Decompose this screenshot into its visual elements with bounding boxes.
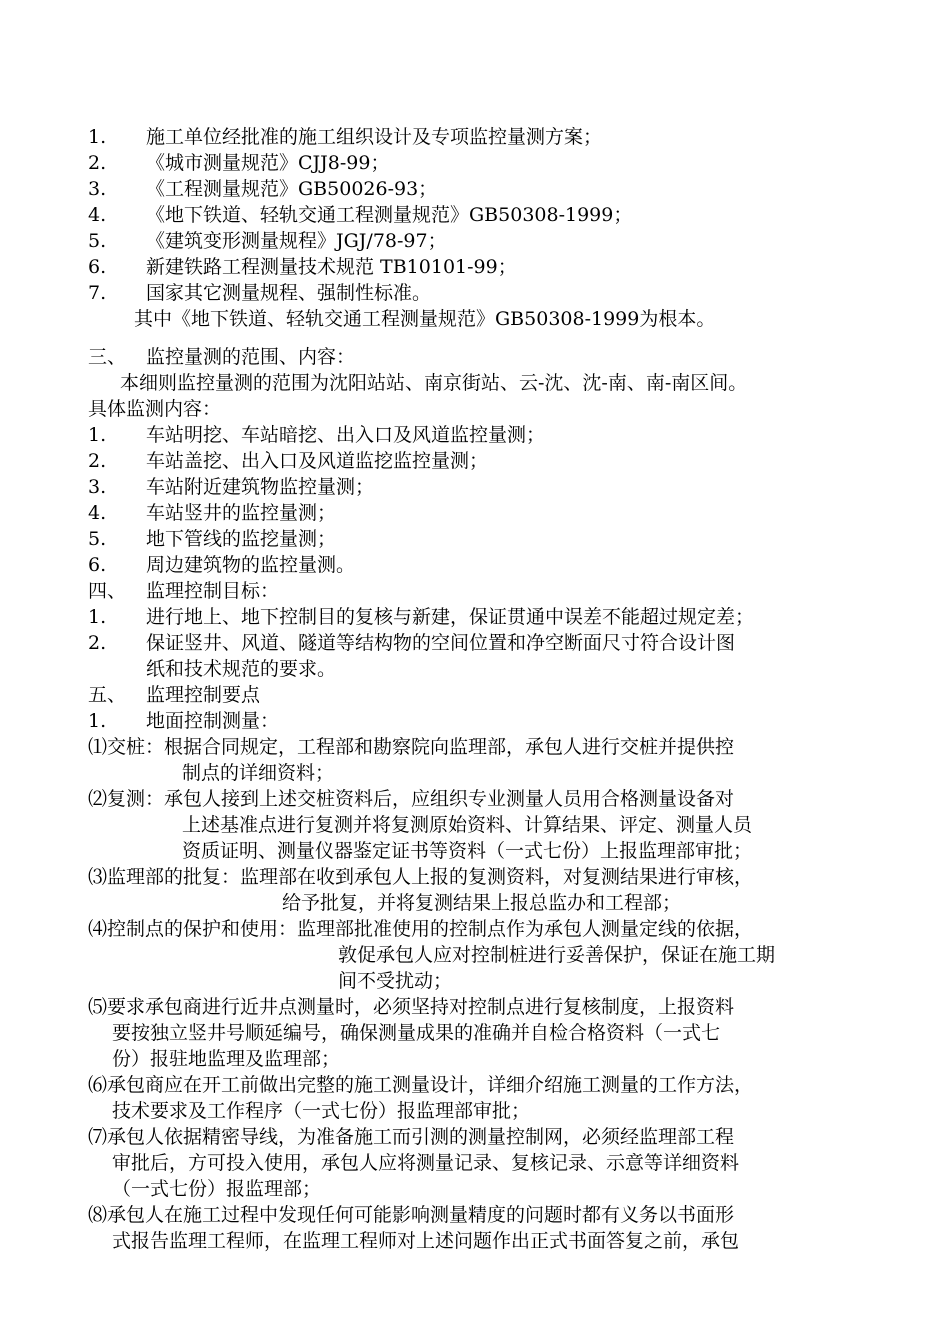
point-text: ⑸要求承包商进行近井点测量时，必须坚持对控制点进行复核制度，上报资料 <box>88 996 735 1018</box>
item-number: 5. <box>88 230 107 252</box>
point-text: 审批后，方可投入使用，承包人应将测量记录、复核记录、示意等详细资料 <box>112 1152 740 1174</box>
point-text: 技术要求及工作程序（一式七份）报监理部审批； <box>112 1100 531 1122</box>
point-7 <box>88 1124 878 1150</box>
item-text: 车站明挖、车站暗挖、出入口及风道监控量测； <box>146 424 546 446</box>
list-item <box>88 448 878 474</box>
point-text: 资质证明、测量仪器鉴定证书等资料（一式七份）上报监理部审批； <box>182 840 753 862</box>
point-5-cont <box>88 1020 878 1046</box>
item-number: 1. <box>88 710 107 732</box>
sub-heading <box>88 708 878 734</box>
point-text: 敦促承包人应对控制桩进行妥善保护，保证在施工期 <box>338 944 776 966</box>
item-number: 2. <box>88 450 107 472</box>
sub-heading-text: 地面控制测量： <box>146 710 280 732</box>
item-text: 车站附近建筑物监控量测； <box>146 476 375 498</box>
item-number: 4. <box>88 502 107 524</box>
point-text: 间不受扰动； <box>338 970 453 992</box>
section-heading <box>88 344 878 370</box>
list-item <box>88 604 878 630</box>
item-number: 1. <box>88 126 107 148</box>
section-title: 监理控制要点 <box>146 684 261 706</box>
point-6 <box>88 1072 878 1098</box>
section-number: 三、 <box>88 346 127 368</box>
point-text: 制点的详细资料； <box>182 762 335 784</box>
point-text: ⑶监理部的批复：监理部在收到承包人上报的复测资料，对复测结果进行审核， <box>88 866 754 888</box>
item-text: 保证竖井、风道、隧道等结构物的空间位置和净空断面尺寸符合设计图 <box>146 632 736 654</box>
point-6-cont <box>88 1098 878 1124</box>
section-number: 五、 <box>88 684 127 706</box>
point-8 <box>88 1202 878 1228</box>
item-number: 1. <box>88 424 107 446</box>
item-text: 国家其它测量规程、强制性标准。 <box>146 282 432 304</box>
item-text: 进行地上、地下控制目的复核与新建，保证贯通中误差不能超过规定差； <box>146 606 755 628</box>
list-item <box>88 630 878 656</box>
section-heading <box>88 578 878 604</box>
point-text: ⑻承包人在施工过程中发现任何可能影响测量精度的问题时都有义务以书面形 <box>88 1204 735 1226</box>
section-title: 监理控制目标： <box>146 580 280 602</box>
list-item-continuation <box>88 656 878 682</box>
point-text: 要按独立竖井号顺延编号，确保测量成果的准确并自检合格资料（一式七 <box>112 1022 721 1044</box>
item-number: 6. <box>88 256 107 278</box>
basis-note <box>88 306 878 332</box>
point-4 <box>88 916 878 942</box>
list-item <box>88 254 878 280</box>
point-text: ⑹承包商应在开工前做出完整的施工测量设计，详细介绍施工测量的工作方法， <box>88 1074 754 1096</box>
point-5 <box>88 994 878 1020</box>
item-number: 2. <box>88 152 107 174</box>
point-2 <box>88 786 878 812</box>
point-2-cont <box>88 838 878 864</box>
item-number: 3. <box>88 178 107 200</box>
list-item <box>88 422 878 448</box>
item-number: 6. <box>88 554 107 576</box>
item-text: 《城市测量规范》CJJ8-99； <box>146 152 390 174</box>
item-text: 施工单位经批准的施工组织设计及专项监控量测方案； <box>146 126 603 148</box>
point-text: ⑷控制点的保护和使用：监理部批准使用的控制点作为承包人测量定线的依据， <box>88 918 754 940</box>
item-number: 4. <box>88 204 107 226</box>
list-item <box>88 150 878 176</box>
point-4-cont <box>88 942 878 968</box>
item-text: 地下管线的监挖量测； <box>146 528 337 550</box>
point-text: （一式七份）报监理部； <box>112 1178 322 1200</box>
item-text: 新建铁路工程测量技术规范 TB10101-99； <box>146 256 517 278</box>
list-item <box>88 202 878 228</box>
item-text: 《工程测量规范》GB50026-93； <box>146 178 438 200</box>
point-7-cont <box>88 1150 878 1176</box>
section-heading <box>88 682 878 708</box>
list-item <box>88 280 878 306</box>
paragraph <box>88 370 878 396</box>
basis-note-text: 其中《地下铁道、轻轨交通工程测量规范》GB50308-1999为根本。 <box>134 308 716 330</box>
item-number: 5. <box>88 528 107 550</box>
point-text: ⑺承包人依据精密导线，为准备施工而引测的测量控制网，必须经监理部工程 <box>88 1126 735 1148</box>
point-text: ⑵复测：承包人接到上述交桩资料后，应组织专业测量人员用合格测量设备对 <box>88 788 735 810</box>
point-1 <box>88 734 878 760</box>
sub-heading-text: 具体监测内容： <box>88 398 222 420</box>
point-5-cont <box>88 1046 878 1072</box>
list-item <box>88 474 878 500</box>
paragraph-text: 本细则监控量测的范围为沈阳站站、南京街站、云-沈、沈-南、南-南区间。 <box>120 372 748 394</box>
document-page <box>88 124 878 1254</box>
point-1-cont <box>88 760 878 786</box>
item-number: 3. <box>88 476 107 498</box>
point-7-cont <box>88 1176 878 1202</box>
point-8-cont <box>88 1228 878 1254</box>
item-number: 7. <box>88 282 107 304</box>
list-item <box>88 526 878 552</box>
section-title: 监控量测的范围、内容： <box>146 346 356 368</box>
point-text: 式报告监理工程师，在监理工程师对上述问题作出正式书面答复之前，承包 <box>112 1230 740 1252</box>
item-text: 纸和技术规范的要求。 <box>146 658 337 680</box>
item-text: 《地下铁道、轻轨交通工程测量规范》GB50308-1999； <box>146 204 633 226</box>
item-text: 车站盖挖、出入口及风道监挖监控量测； <box>146 450 489 472</box>
list-item <box>88 124 878 150</box>
point-3-cont <box>88 890 878 916</box>
point-text: 上述基准点进行复测并将复测原始资料、计算结果、评定、测量人员 <box>182 814 753 836</box>
point-4-cont <box>88 968 878 994</box>
point-2-cont <box>88 812 878 838</box>
list-item <box>88 500 878 526</box>
item-number: 2. <box>88 632 107 654</box>
point-text: 给予批复，并将复测结果上报总监办和工程部； <box>282 892 682 914</box>
list-item <box>88 552 878 578</box>
section-number: 四、 <box>88 580 127 602</box>
point-text: ⑴交桩：根据合同规定，工程部和勘察院向监理部，承包人进行交桩并提供控 <box>88 736 735 758</box>
item-text: 周边建筑物的监控量测。 <box>146 554 356 576</box>
item-text: 《建筑变形测量规程》JGJ/78-97； <box>146 230 447 252</box>
point-text: 份）报驻地监理及监理部； <box>112 1048 341 1070</box>
point-3 <box>88 864 878 890</box>
sub-heading <box>88 396 878 422</box>
list-item <box>88 176 878 202</box>
item-number: 1. <box>88 606 107 628</box>
item-text: 车站竖井的监控量测； <box>146 502 337 524</box>
list-item <box>88 228 878 254</box>
